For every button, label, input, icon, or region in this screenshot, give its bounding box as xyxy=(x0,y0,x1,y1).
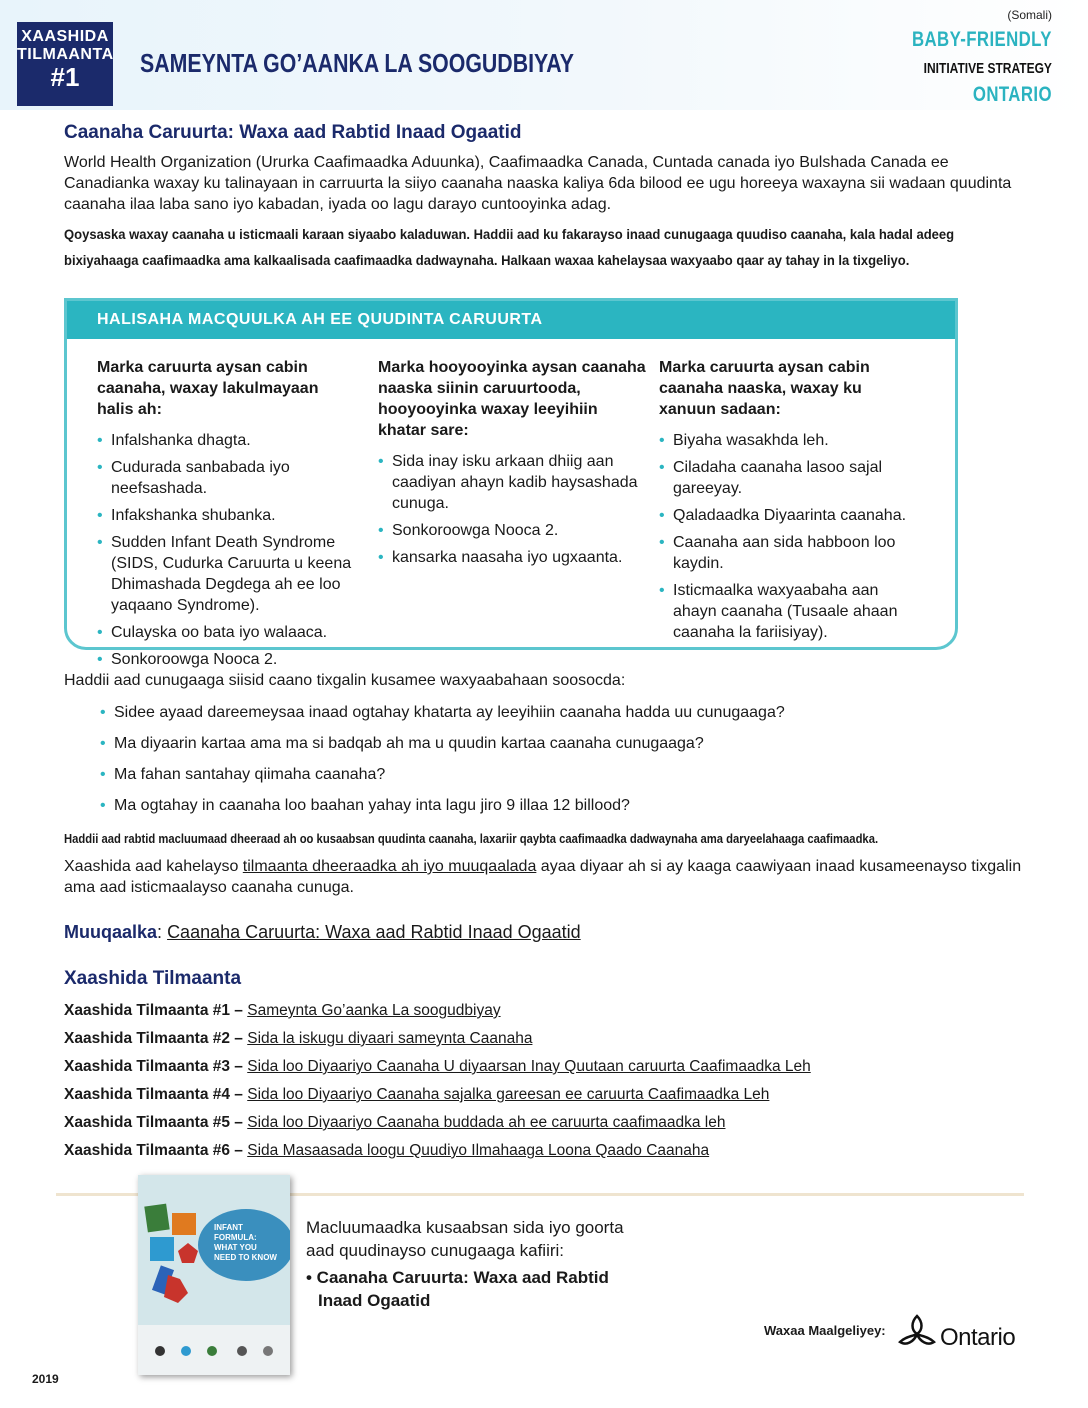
list-item: • Sidee ayaad dareemeysaa inaad ogtahay khatarta ay leeyihiin caanaha hadda uu cunugaaga? xyxy=(100,704,1024,735)
list-item: • Qaladaadka Diyaarinta caanaha. xyxy=(659,505,919,526)
list-item: • kansarka naasaha iyo ugxaanta. xyxy=(378,547,648,568)
risk-column-1 xyxy=(97,357,359,676)
sheet-label: Xaashida Tilmaanta #5 – xyxy=(64,1114,243,1131)
booklet-cover-thumbnail[interactable] xyxy=(138,1175,290,1375)
badge-number: #1 xyxy=(50,62,80,92)
risk-column-heading: Marka hooyooyinka aysan caanaha naaska siinin caruurtooda, hooyooyinka waxay leeyihiin khatar sare: xyxy=(378,359,646,439)
risk-column-heading: Marka caruurta aysan cabin caanaha, waxay lakulmayaan halis ah: xyxy=(97,359,319,418)
list-item: • Sonkoroowga Nooca 2. xyxy=(97,649,359,670)
sheet-link[interactable]: Sida loo Diyaariyo Caanaha buddada ah ee caruurta caafimaadka leh xyxy=(247,1114,726,1131)
footer-line1: Macluumaadka kusaabsan sida iyo goorta xyxy=(306,1218,624,1237)
sheet-link[interactable]: Sida Masaasada loogu Quudiyo Ilmahaaga Loona Qaado Caanaha xyxy=(247,1142,710,1159)
tip-sheet-badge xyxy=(17,22,113,106)
sheet-link[interactable]: Sida la iskugu diyaari sameynta Caanaha xyxy=(247,1030,533,1047)
list-item: • Isticmaalka waxyaabaha aan ahayn caanaha (Tusaale ahaan caanaha la fariisiyay). xyxy=(659,580,919,643)
sheet-ref-6 xyxy=(64,1142,1024,1170)
ontario-trillium-logo xyxy=(896,1312,938,1356)
risk-box-heading: HALISAHA MACQUULKA AH EE QUUDINTA CARUURTA xyxy=(67,301,955,339)
list-item: • Ma fahan santahay qiimaha caanaha? xyxy=(100,766,1024,797)
questions-note: Haddii aad rabtid macluumaad dheeraad ah oo kusaabsan quudinta caanaha, laxariir qaybta caafimaadka dadwaynaha ama daryeelahaaga caafimaadka. xyxy=(64,832,879,846)
page-title: SAMEYNTA GO’AANKA LA SOOGUDBIYAY xyxy=(140,48,574,78)
risk-box xyxy=(64,298,958,668)
list-item: • Culayska oo bata iyo walaaca. xyxy=(97,622,359,643)
sheet-ref-4 xyxy=(64,1086,1024,1114)
list-item: • Cudurada sanbabada iyo neefsashada. xyxy=(97,457,359,499)
bfi-line3: ONTARIO xyxy=(972,83,1052,106)
sheet-ref-5 xyxy=(64,1114,1024,1142)
video-link[interactable]: Caanaha Caruurta: Waxa aad Rabtid Inaad Ogaatid xyxy=(167,922,581,942)
list-item: • Ma ogtahay in caanaha loo baahan yahay inta lagu jiro 9 illaa 12 billood? xyxy=(100,797,1024,828)
list-item: • Caanaha aan sida habboon loo kaydin. xyxy=(659,532,919,574)
sheet-label: Xaashida Tilmaanta #2 – xyxy=(64,1030,243,1047)
list-item: • Infakshanka shubanka. xyxy=(97,505,359,526)
list-item: • Sida inay isku arkaan dhiig aan caadiyan ahayn kadib haysashada cunuga. xyxy=(378,451,648,514)
list-item: • Ma diyaarin kartaa ama ma si badqab ah ma u quudin kartaa caanaha cunugaaga? xyxy=(100,735,1024,766)
booklet-cover-title: INFANT FORMULA: WHAT YOU NEED TO KNOW xyxy=(214,1223,277,1262)
video-colon: : xyxy=(157,922,163,942)
sheet-ref-3 xyxy=(64,1058,1024,1086)
intro-heading: Caanaha Caruurta: Waxa aad Rabtid Inaad Ogaatid xyxy=(64,122,522,143)
closing-text-after: ayaa diyaar ah si ay kaaga caawiyaan inaad kusameenayso tixgalin ama aad isticmaalayso caanaha cunuga. xyxy=(64,858,1022,896)
sheet-link[interactable]: Sida loo Diyaariyo Caanaha sajalka gareesan ee caruurta Caafimaadka Leh xyxy=(247,1086,770,1103)
footer-bullet1: • Caanaha Caruurta: Waxa aad Rabtid xyxy=(306,1268,609,1287)
sheet-label: Xaashida Tilmaanta #3 – xyxy=(64,1058,243,1075)
questions-closing xyxy=(64,856,1024,898)
list-item: • Infalshanka dhagta. xyxy=(97,430,359,451)
bfi-logo xyxy=(877,28,1052,107)
sheet-ref-1 xyxy=(64,1002,1024,1030)
sheets-heading: Xaashida Tilmaanta xyxy=(64,968,242,989)
intro-paragraph2: Qoysaska waxay caanaha u isticmaali karaan siyaabo kaladuwan. Haddii aad ku fakarayso inaad cunugaaga quudiso caanaha, kala hadal adeeg bixiyahaaga caafimaadka ama kalkaalisada caafimaadka dadwaynaha. Halkaan waxaa kahelaysaa waxyaabo qaar ay tahay in la tixgeliyo. xyxy=(64,226,955,268)
questions-intro: Haddii aad cunugaaga siisid caano tixgalin kusamee waxyaabahaan soosocda: xyxy=(64,672,626,689)
list-item: • Biyaha wasakhda leh. xyxy=(659,430,919,451)
sheet-label: Xaashida Tilmaanta #4 – xyxy=(64,1086,243,1103)
sheet-link[interactable]: Sameynta Go’aanka La soogudbiyay xyxy=(247,1002,501,1019)
sheet-label: Xaashida Tilmaanta #1 – xyxy=(64,1002,243,1019)
ontario-wordmark: Ontario xyxy=(940,1324,1016,1351)
bfi-line1: BABY-FRIENDLY xyxy=(912,28,1052,51)
footer-resource-text xyxy=(306,1216,624,1312)
badge-line2: TILMAANTA xyxy=(17,46,114,63)
list-item: • Sudden Infant Death Syndrome (SIDS, Cudurka Caruurta u keena Dhimashada Degdega ah ee loo yaqaano Syndrome). xyxy=(97,532,359,616)
risk-column-3 xyxy=(659,357,919,649)
booklet-cover-art xyxy=(138,1175,290,1375)
footer-bullet2: Inaad Ogaatid xyxy=(318,1291,431,1310)
risk-column-heading: Marka caruurta aysan cabin caanaha naaska, waxay ku xanuun sadaan: xyxy=(659,359,870,418)
funded-by-label: Waxaa Maalgeliyey: xyxy=(764,1323,886,1338)
year-label: 2019 xyxy=(32,1372,59,1386)
list-item: • Sonkoroowga Nooca 2. xyxy=(378,520,648,541)
intro-section xyxy=(64,122,1024,273)
questions-section xyxy=(64,672,1024,898)
closing-text-before: Xaashida aad kahelayso xyxy=(64,858,243,875)
language-label: (Somali) xyxy=(1007,8,1052,22)
more-tips-link[interactable]: tilmaanta dheeraadka ah iyo muuqaalada xyxy=(242,858,537,875)
sheets-section xyxy=(64,968,1024,1170)
badge-line1: XAASHIDA xyxy=(21,28,109,45)
video-line xyxy=(64,922,1024,943)
sheet-label: Xaashida Tilmaanta #6 – xyxy=(64,1142,243,1159)
footer-line2: aad quudinayso cunugaaga kafiiri: xyxy=(306,1241,565,1260)
intro-paragraph1: World Health Organization (Ururka Caafimaadka Aduunka), Caafimaadka Canada, Cuntada canada iyo Bulshada Canada ee Canadianka waxay ku talinayaan in carruurta la siiyo caanaha naaska kaliya 6da bilood ee ugu horeeya waxayna sii wadaan quudinta caanaha ilaa laba sano iyo kabadan, iyada oo lagu darayo cuntooyinka adag. xyxy=(64,154,1012,213)
sheet-link[interactable]: Sida loo Diyaariyo Caanaha U diyaarsan Inay Quutaan caruurta Caafimaadka Leh xyxy=(247,1058,811,1075)
risk-column-2 xyxy=(378,357,648,574)
bfi-line2: INITIATIVE STRATEGY xyxy=(923,60,1052,77)
video-label: Muuqaalka xyxy=(64,922,158,942)
list-item: • Ciladaha caanaha lasoo sajal gareeyay. xyxy=(659,457,919,499)
sheet-ref-2 xyxy=(64,1030,1024,1058)
